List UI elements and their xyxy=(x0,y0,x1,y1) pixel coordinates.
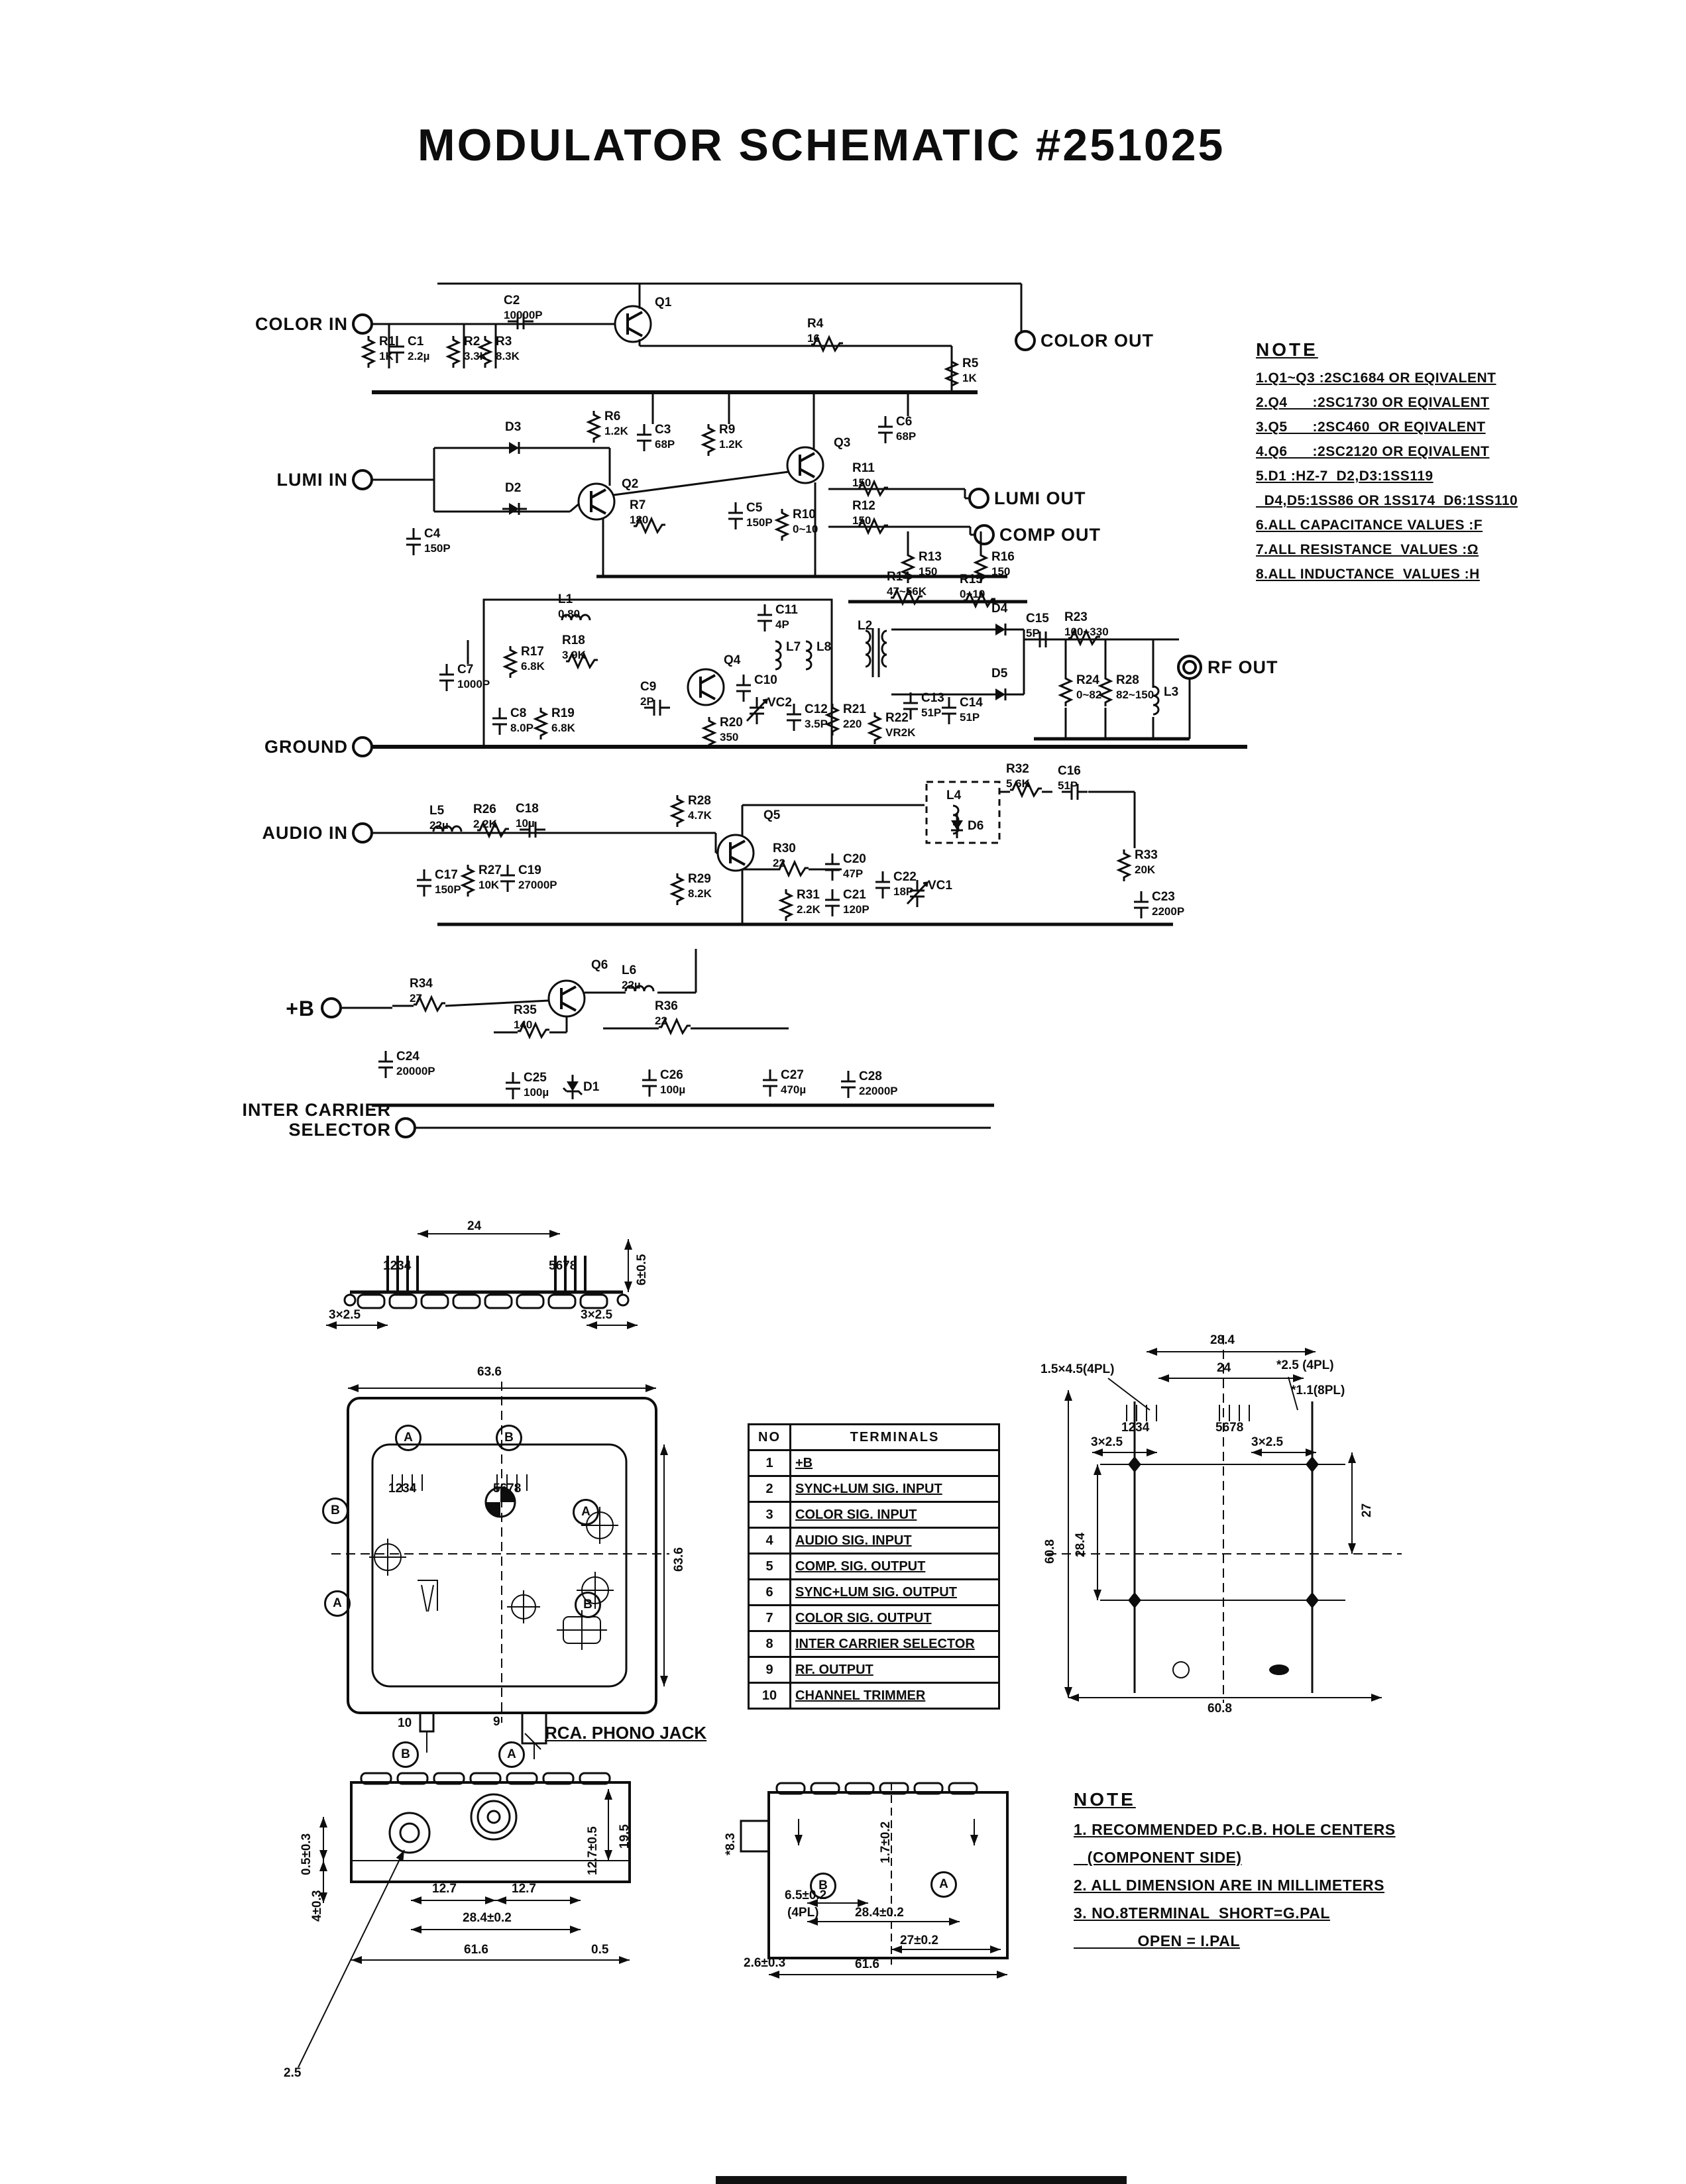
component-id: VC1 xyxy=(928,879,952,893)
note-line: 3.Q5 :2SC460 OR EQIVALENT xyxy=(1256,419,1486,435)
terminal-inter-carrier-line2: SELECTOR xyxy=(288,1120,391,1140)
mech-dimension: 1234 xyxy=(388,1482,417,1496)
component-value: 51P xyxy=(960,711,980,724)
mech-dimension: *8.3 xyxy=(724,1833,738,1855)
component-id: R14 xyxy=(887,570,910,584)
component-value: 3.9K xyxy=(562,649,586,661)
component-id: C28 xyxy=(859,1069,882,1083)
mech-dimension: 1234 xyxy=(383,1259,412,1273)
component-value: 0~82 xyxy=(1076,688,1102,701)
component-id: L3 xyxy=(1164,685,1179,699)
component-id: C18 xyxy=(516,802,539,816)
mech-mark-B: B xyxy=(392,1741,419,1768)
terminal-name: SYNC+LUM SIG. OUTPUT xyxy=(791,1580,999,1606)
component-value: 3.3K xyxy=(464,350,488,362)
component-value: 27000P xyxy=(518,879,557,891)
mech-dimension: 28.4 xyxy=(1210,1333,1235,1347)
mech-dimension: 0.5 xyxy=(591,1943,609,1957)
component-value: 0~10 xyxy=(960,588,985,600)
component-value: 82~150 xyxy=(1116,688,1154,701)
component-id: C15 xyxy=(1026,612,1049,626)
mech-dimension: 61.6 xyxy=(464,1943,488,1957)
note-line: 8.ALL INDUCTANCE VALUES :H xyxy=(1256,567,1480,582)
component-value: 16 xyxy=(807,332,820,345)
component-id: C21 xyxy=(843,888,866,902)
mech-dimension: 4±0.3 xyxy=(310,1890,324,1922)
mech-dimension: 12.7 xyxy=(432,1882,457,1896)
terminals-table-header-terminals: TERMINALS xyxy=(791,1425,999,1450)
mech-dimension: 3×2.5 xyxy=(1251,1435,1284,1449)
mech-dimension: 1234 xyxy=(1121,1421,1150,1435)
mech-dimension: 28.4 xyxy=(1074,1533,1088,1557)
component-value: 150 xyxy=(919,565,938,578)
terminal-name: SYNC+LUM SIG. INPUT xyxy=(791,1476,999,1502)
terminal-inter-carrier-line1: INTER CARRIER xyxy=(242,1100,391,1120)
component-id: L1 xyxy=(558,592,573,606)
component-value: 6.8K xyxy=(551,722,575,734)
component-id: Q4 xyxy=(724,653,741,667)
component-id: R6 xyxy=(604,410,621,423)
mech-dimension: 0.5±0.3 xyxy=(300,1833,313,1875)
note-line: 5.D1 :HZ-7 D2,D3:1SS119 xyxy=(1256,468,1433,484)
component-value: 470µ xyxy=(781,1083,807,1096)
mech-dimension: 3×2.5 xyxy=(329,1308,361,1322)
mech-dimension: 27±0.2 xyxy=(900,1934,938,1947)
component-id: C16 xyxy=(1058,764,1081,778)
component-value: VR2K xyxy=(885,726,916,739)
component-value: 10K xyxy=(478,879,500,891)
mech-dimension: (4PL) xyxy=(787,1906,819,1920)
mech-mark-B: B xyxy=(810,1873,836,1899)
component-id: R4 xyxy=(807,317,824,331)
component-id: D6 xyxy=(968,819,984,833)
mech-dimension: 63.6 xyxy=(477,1365,502,1379)
component-value: 6.8K xyxy=(521,660,545,673)
component-id: L2 xyxy=(858,619,873,633)
component-value: 2.2K xyxy=(797,903,820,916)
component-id: C26 xyxy=(660,1068,683,1082)
component-id: Q1 xyxy=(655,296,672,309)
component-value: 150 xyxy=(991,565,1011,578)
component-id: R5 xyxy=(962,356,979,370)
component-value: 1000P xyxy=(457,678,490,690)
terminal-number: 5 xyxy=(749,1554,791,1580)
mech-mark-A: A xyxy=(498,1741,525,1768)
component-id: R35 xyxy=(514,1003,537,1017)
note-line: 4.Q6 :2SC2120 OR EQIVALENT xyxy=(1256,444,1490,459)
note-line: D4,D5:1SS86 OR 1SS174 D6:1SS110 xyxy=(1256,493,1518,508)
component-value: 27 xyxy=(410,992,422,1005)
bottom-note-heading: NOTE xyxy=(1074,1789,1136,1810)
component-value: 1K xyxy=(379,350,394,362)
component-id: R7 xyxy=(630,498,646,512)
component-value: 18P xyxy=(893,885,914,898)
terminal-plus-b: +B xyxy=(286,997,315,1020)
component-id: R32 xyxy=(1006,762,1029,776)
component-value: 47P xyxy=(843,867,864,880)
component-id: R27 xyxy=(478,863,502,877)
mech-dimension: 27 xyxy=(1360,1503,1374,1517)
component-id: C27 xyxy=(781,1068,804,1082)
component-id: L4 xyxy=(946,789,962,802)
component-value: 100µ xyxy=(524,1086,549,1099)
component-value: 8.3K xyxy=(496,350,520,362)
note-line: 1.Q1~Q3 :2SC1684 OR EQIVALENT xyxy=(1256,370,1496,386)
component-id: C25 xyxy=(524,1071,547,1085)
mech-mark-A: A xyxy=(324,1590,351,1617)
component-value: 0.80 xyxy=(558,608,581,620)
component-id: R10 xyxy=(793,508,816,521)
terminal-color-in: COLOR IN xyxy=(255,314,348,334)
mech-mark-A: A xyxy=(395,1425,422,1451)
component-id: C3 xyxy=(655,423,671,437)
note-line: 2. ALL DIMENSION ARE IN MILLIMETERS xyxy=(1074,1877,1384,1894)
component-id: C1 xyxy=(408,335,424,349)
component-id: D5 xyxy=(991,667,1008,681)
component-id: Q5 xyxy=(763,808,781,822)
component-id: R34 xyxy=(410,977,433,991)
terminal-name: AUDIO SIG. INPUT xyxy=(791,1528,999,1554)
component-id: C17 xyxy=(435,868,458,882)
mech-dimension: 6.5±0.2 xyxy=(785,1888,827,1902)
component-value: 140 xyxy=(514,1018,533,1031)
component-id: C10 xyxy=(754,673,777,687)
mech-dimension: 63.6 xyxy=(672,1547,686,1572)
component-id: R31 xyxy=(797,888,820,902)
terminal-name: COLOR SIG. INPUT xyxy=(791,1502,999,1528)
component-id: R17 xyxy=(521,645,544,659)
note-line: 7.ALL RESISTANCE VALUES :Ω xyxy=(1256,542,1479,557)
component-value: 10µ xyxy=(516,817,535,830)
terminal-rf-out: RF OUT xyxy=(1208,657,1278,677)
component-id: D1 xyxy=(583,1080,600,1094)
terminal-number: 10 xyxy=(749,1683,791,1709)
component-value: 2.2µ xyxy=(408,350,430,362)
component-id: R22 xyxy=(885,711,909,725)
component-id: R26 xyxy=(473,802,496,816)
mech-dimension: 24 xyxy=(1217,1361,1231,1375)
note-heading: NOTE xyxy=(1256,339,1318,360)
component-id: R3 xyxy=(496,335,512,349)
mech-dimension: 3×2.5 xyxy=(1091,1435,1123,1449)
component-value: 2.2K xyxy=(473,818,497,830)
mech-dimension: *2.5 (4PL) xyxy=(1276,1358,1334,1372)
component-id: C19 xyxy=(518,863,541,877)
component-value: 1K xyxy=(962,372,977,384)
mech-dimension: 19.5 xyxy=(618,1824,632,1849)
component-value: 100~330 xyxy=(1064,626,1109,638)
terminal-name: CHANNEL TRIMMER xyxy=(791,1683,999,1709)
mech-dimension: 3×2.5 xyxy=(581,1308,613,1322)
component-value: 150P xyxy=(435,883,461,896)
component-id: D3 xyxy=(505,420,522,434)
component-value: 8.0P xyxy=(510,722,534,734)
component-id: R21 xyxy=(843,702,866,716)
component-value: 47~56K xyxy=(887,585,927,598)
mech-dimension: 60.8 xyxy=(1043,1539,1057,1564)
component-value: 1.2K xyxy=(604,425,628,437)
component-value: 22µ xyxy=(622,979,641,991)
component-id: C2 xyxy=(504,294,520,307)
mech-mark-A: A xyxy=(930,1871,957,1898)
component-id: L5 xyxy=(429,804,445,818)
component-id: R9 xyxy=(719,423,736,437)
mech-dimension: 28.4±0.2 xyxy=(855,1906,904,1920)
mech-dimension: 5678 xyxy=(549,1259,577,1273)
component-id: C24 xyxy=(396,1050,420,1064)
terminal-name: COMP. SIG. OUTPUT xyxy=(791,1554,999,1580)
component-id: R11 xyxy=(852,461,875,475)
component-value: 8.2K xyxy=(688,887,712,900)
component-id: R20 xyxy=(720,716,743,730)
component-id: C23 xyxy=(1152,890,1175,904)
component-value: 150 xyxy=(852,476,871,489)
note-line: OPEN = I.PAL xyxy=(1074,1932,1240,1949)
note-line: 6.ALL CAPACITANCE VALUES :F xyxy=(1256,518,1483,533)
terminals-table-header-no: NO xyxy=(749,1425,791,1450)
mech-dimension: 6±0.5 xyxy=(635,1254,649,1285)
component-id: C4 xyxy=(424,527,441,541)
terminal-number: 2 xyxy=(749,1476,791,1502)
note-line: (COMPONENT SIDE) xyxy=(1074,1849,1242,1866)
terminal-name: RF. OUTPUT xyxy=(791,1657,999,1683)
component-value: 5.6K xyxy=(1006,777,1030,790)
component-id: R33 xyxy=(1135,848,1158,862)
component-id: C14 xyxy=(960,696,983,710)
component-id: D4 xyxy=(991,602,1008,616)
component-value: 0~10 xyxy=(793,523,818,535)
terminal-color-out: COLOR OUT xyxy=(1040,331,1154,351)
component-value: 350 xyxy=(720,731,739,743)
mech-mark-B: B xyxy=(496,1425,522,1451)
component-id: VC2 xyxy=(767,696,792,710)
component-value: 20000P xyxy=(396,1065,435,1077)
component-id: C8 xyxy=(510,706,527,720)
terminal-comp-out: COMP OUT xyxy=(999,525,1101,545)
component-value: 22000P xyxy=(859,1085,898,1097)
component-value: 10000P xyxy=(504,309,543,321)
mech-dimension: *1.1(8PL) xyxy=(1291,1384,1345,1397)
component-id: C11 xyxy=(775,603,798,617)
component-value: 22µ xyxy=(429,819,449,832)
component-value: 1.2K xyxy=(719,438,743,451)
mech-dimension: 1.5×4.5(4PL) xyxy=(1040,1362,1115,1376)
component-value: 22 xyxy=(773,857,785,869)
terminal-lumi-out: LUMI OUT xyxy=(994,488,1086,508)
mech-dimension: 9 xyxy=(493,1715,500,1729)
component-value: 4.7K xyxy=(688,809,712,822)
mech-dimension: 2.6±0.3 xyxy=(744,1956,786,1970)
component-id: C22 xyxy=(893,870,917,884)
mech-dimension: 12.7±0.5 xyxy=(586,1826,600,1875)
terminal-audio-in: AUDIO IN xyxy=(262,823,348,843)
note-line: 2.Q4 :2SC1730 OR EQIVALENT xyxy=(1256,395,1490,410)
component-id: C13 xyxy=(921,691,944,705)
component-value: 2200P xyxy=(1152,905,1185,918)
component-value: 20K xyxy=(1135,863,1156,876)
component-id: Q3 xyxy=(834,436,851,450)
component-value: 51P xyxy=(921,706,942,719)
mech-dimension: 1.7±0.2 xyxy=(879,1821,893,1863)
component-id: C12 xyxy=(805,702,828,716)
terminal-ground: GROUND xyxy=(264,737,348,757)
mech-dimension: 5678 xyxy=(493,1482,522,1496)
page-title: MODULATOR SCHEMATIC #251025 xyxy=(418,120,1225,170)
mech-mark-A: A xyxy=(573,1499,599,1525)
component-value: 180 xyxy=(630,514,649,526)
component-id: R23 xyxy=(1064,610,1088,624)
scan-artifact-bar xyxy=(716,2176,1127,2184)
component-id: R13 xyxy=(919,550,942,564)
mech-dimension: 60.8 xyxy=(1208,1702,1232,1716)
terminal-number: 3 xyxy=(749,1502,791,1528)
component-id: C9 xyxy=(640,680,657,694)
component-value: 2P xyxy=(640,695,654,708)
component-id: R19 xyxy=(551,706,575,720)
mech-dimension: 5678 xyxy=(1215,1421,1244,1435)
component-value: 100µ xyxy=(660,1083,686,1096)
rca-phono-jack-label: RCA. PHONO JACK xyxy=(545,1723,707,1743)
terminal-number: 8 xyxy=(749,1631,791,1657)
mech-dimension: 12.7 xyxy=(512,1882,536,1896)
component-id: R18 xyxy=(562,633,585,647)
component-value: 120P xyxy=(843,903,870,916)
component-value: 150P xyxy=(746,516,773,529)
component-id: R2 xyxy=(464,335,480,349)
component-id: R28 xyxy=(688,794,711,808)
component-id: Q2 xyxy=(622,477,639,491)
terminal-number: 6 xyxy=(749,1580,791,1606)
mech-dimension: 61.6 xyxy=(855,1957,879,1971)
component-id: R12 xyxy=(852,499,875,513)
terminal-number: 4 xyxy=(749,1528,791,1554)
component-id: R16 xyxy=(991,550,1015,564)
component-value: 68P xyxy=(655,438,675,451)
component-id: C6 xyxy=(896,415,913,429)
component-id: R15 xyxy=(960,573,983,586)
component-value: 220 xyxy=(843,718,862,730)
component-id: R30 xyxy=(773,842,796,855)
component-id: D2 xyxy=(505,481,522,495)
mech-dimension: 10 xyxy=(398,1716,412,1730)
component-value: 150 xyxy=(852,514,871,527)
component-id: R36 xyxy=(655,999,678,1013)
mech-mark-B: B xyxy=(575,1592,601,1618)
component-value: 4P xyxy=(775,618,789,631)
terminal-number: 9 xyxy=(749,1657,791,1683)
component-id: R1 xyxy=(379,335,396,349)
mech-dimension: 28.4±0.2 xyxy=(463,1911,512,1925)
terminal-name: INTER CARRIER SELECTOR xyxy=(791,1631,999,1657)
terminal-lumi-in: LUMI IN xyxy=(276,470,348,490)
component-id: R24 xyxy=(1076,673,1099,687)
mech-dimension: 24 xyxy=(467,1219,482,1233)
component-value: 3.5P xyxy=(805,718,828,730)
terminal-number: 1 xyxy=(749,1450,791,1476)
component-id: C7 xyxy=(457,663,474,677)
terminal-name: +B xyxy=(791,1450,999,1476)
mech-mark-B: B xyxy=(322,1498,349,1524)
component-id: Q6 xyxy=(591,958,608,972)
component-id: R28 xyxy=(1116,673,1139,687)
component-id: L6 xyxy=(622,963,637,977)
terminal-name: COLOR SIG. OUTPUT xyxy=(791,1606,999,1631)
component-value: 51P xyxy=(1058,779,1078,792)
mech-dimension: 2.5 xyxy=(284,2066,302,2080)
component-id: C20 xyxy=(843,852,866,866)
component-id: L8 xyxy=(816,640,832,654)
component-value: 22 xyxy=(655,1014,667,1027)
component-id: C5 xyxy=(746,501,763,515)
component-value: 150P xyxy=(424,542,451,555)
terminal-number: 7 xyxy=(749,1606,791,1631)
component-value: 68P xyxy=(896,430,917,443)
component-id: R29 xyxy=(688,872,711,886)
note-line: 1. RECOMMENDED P.C.B. HOLE CENTERS xyxy=(1074,1821,1396,1838)
component-value: 5P xyxy=(1026,627,1040,639)
component-id: L7 xyxy=(786,640,801,654)
note-line: 3. NO.8TERMINAL SHORT=G.PAL xyxy=(1074,1904,1330,1922)
